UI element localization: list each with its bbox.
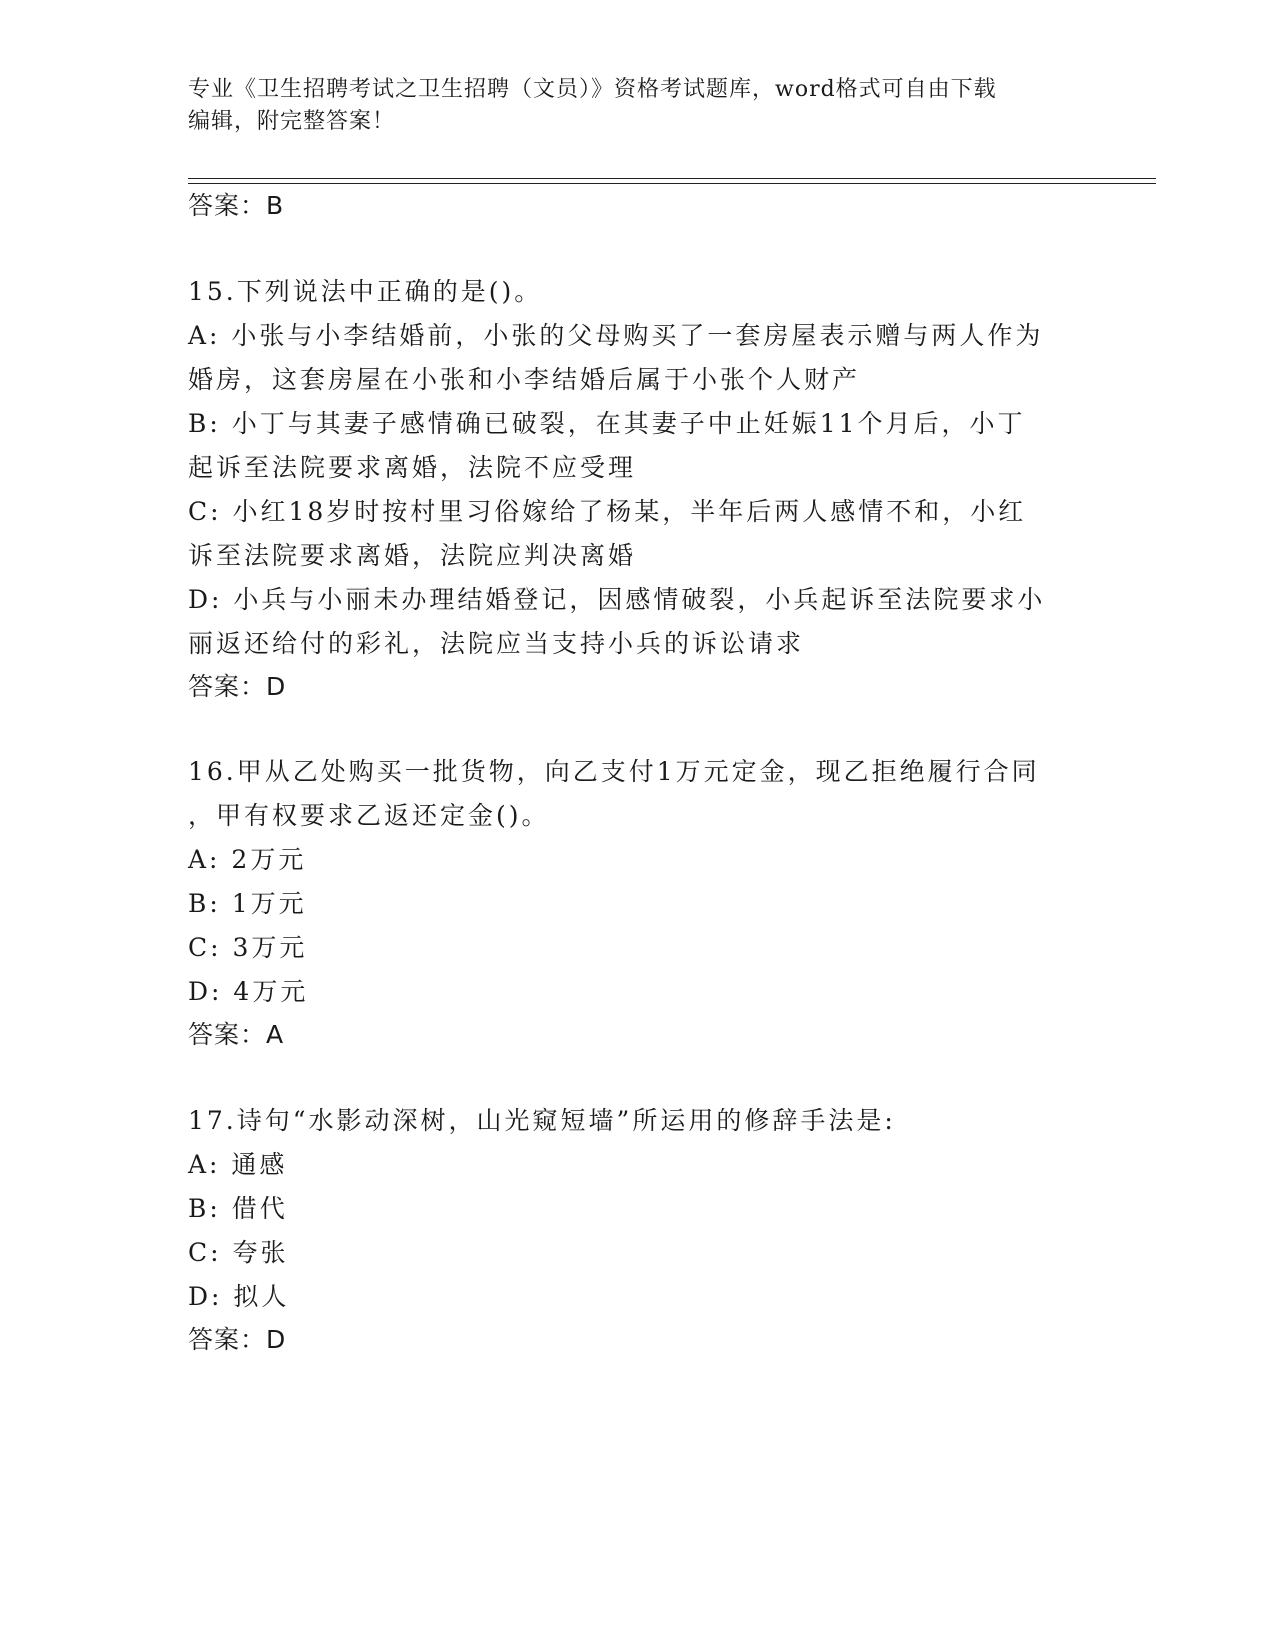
q16-answer: 答案：A <box>188 1020 285 1049</box>
q15-option-b-cont: 起诉至法院要求离婚，法院不应受理 <box>188 453 637 482</box>
q17-answer: 答案：D <box>188 1325 287 1354</box>
q15-option-c-cont: 诉至法院要求离婚，法院应判决离婚 <box>188 541 637 570</box>
q15-answer: 答案：D <box>188 672 287 701</box>
header-line-2: 编辑，附完整答案！ <box>188 109 396 134</box>
previous-answer: 答案：B <box>188 191 285 220</box>
header-divider <box>188 178 1156 184</box>
q17-option-c: C: 夸张 <box>188 1238 289 1267</box>
q16-stem: 16.甲从乙处购买一批货物，向乙支付1万元定金，现乙拒绝履行合同 <box>188 757 1040 786</box>
q15-option-a-cont: 婚房，这套房屋在小张和小李结婚后属于小张个人财产 <box>188 365 861 394</box>
q17-option-a: A: 通感 <box>188 1150 288 1179</box>
q15-option-c: C: 小红18岁时按村里习俗嫁给了杨某，半年后两人感情不和，小红 <box>188 497 1027 526</box>
q15-stem: 15.下列说法中正确的是()。 <box>188 277 543 306</box>
q15-option-b: B: 小丁与其妻子感情确已破裂，在其妻子中止妊娠11个月后，小丁 <box>188 409 1026 438</box>
q17-stem: 17.诗句“水影动深树，山光窥短墙”所运用的修辞手法是: <box>188 1106 896 1135</box>
q17-option-b: B: 借代 <box>188 1194 288 1223</box>
document-header <box>188 74 1068 138</box>
q15-option-d-cont: 丽返还给付的彩礼，法院应当支持小兵的诉讼请求 <box>188 629 805 658</box>
q16-stem-cont: ，甲有权要求乙返还定金()。 <box>188 801 550 830</box>
q16-option-b: B: 1万元 <box>188 889 307 918</box>
q16-option-a: A: 2万元 <box>188 845 307 874</box>
q16-option-d: D: 4万元 <box>188 977 309 1006</box>
q17-option-d: D: 拟人 <box>188 1282 290 1311</box>
q16-option-c: C: 3万元 <box>188 933 308 962</box>
header-line-1: 专业《卫生招聘考试之卫生招聘（文员）》资格考试题库，word格式可自由下载 <box>188 77 997 102</box>
q15-option-a: A: 小张与小李结婚前，小张的父母购买了一套房屋表示赠与两人作为 <box>188 321 1044 350</box>
q15-option-d: D: 小兵与小丽未办理结婚登记，因感情破裂，小兵起诉至法院要求小 <box>188 585 1046 614</box>
